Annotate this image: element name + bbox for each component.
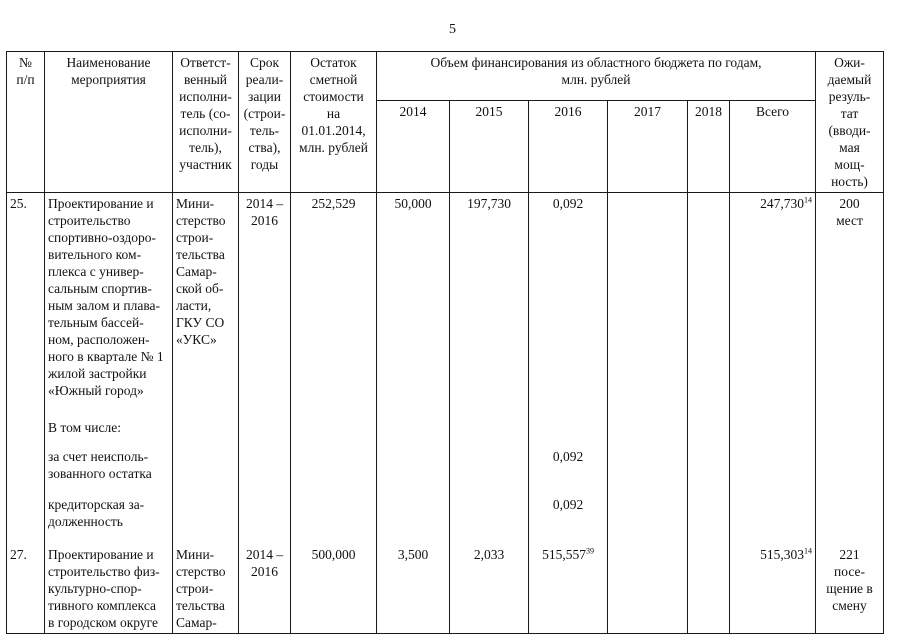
subrow-unused-label: за счет неисполь- зованного остатка xyxy=(45,438,173,484)
row-total: 247,730$^{14}$ xyxy=(730,193,816,402)
table-row xyxy=(7,484,884,532)
row-name: Проектирование и строительство спортивно-оздоро- вительного ком- плекса с универ- сальным спортив- ным залом и плава- тельным бассей- ном, расположен- ного в квартале № 1 жилой застройки «Южный город» xyxy=(45,193,173,402)
row27-2015: 2,033 xyxy=(450,544,529,634)
header-term: Срок реали- зации (строи- тель- ства), годы xyxy=(239,52,291,193)
header-year-2017: 2017 xyxy=(608,101,688,193)
subrow-including: В том числе: xyxy=(45,401,173,438)
row27-2016: 515,557$^{39}$ xyxy=(529,544,608,634)
row27-remainder: 500,000 xyxy=(291,544,377,634)
header-name: Наименование мероприятия xyxy=(45,52,173,193)
row27-total: 515,303$^{14}$ xyxy=(730,544,816,634)
footnote-mark: 14 xyxy=(804,546,812,556)
row27-term: 2014 – 2016 xyxy=(239,544,291,634)
row-2017 xyxy=(608,193,688,402)
row-result: 200 мест xyxy=(816,193,884,402)
row-num: 25. xyxy=(7,193,45,402)
row27-2018 xyxy=(688,544,730,634)
header-num: № п/п xyxy=(7,52,45,193)
row-executor: Мини- стерство строи- тельства Самар- ской об- ласти, ГКУ СО «УКС» xyxy=(173,193,239,402)
header-year-2014: 2014 xyxy=(377,101,450,193)
row27-2014: 3,500 xyxy=(377,544,450,634)
subrow-debt-2016: 0,092 xyxy=(529,484,608,532)
header-year-2015: 2015 xyxy=(450,101,529,193)
row27-num: 27. xyxy=(7,544,45,634)
page-number: 5 xyxy=(449,22,456,37)
row-2018 xyxy=(688,193,730,402)
table-row xyxy=(7,401,884,438)
row27-2017 xyxy=(608,544,688,634)
row-2016: 0,092 xyxy=(529,193,608,402)
row-remainder: 252,529 xyxy=(291,193,377,402)
table-row xyxy=(7,532,884,544)
subrow-debt-label: кредиторская за- долженность xyxy=(45,484,173,532)
row-2014: 50,000 xyxy=(377,193,450,402)
table-row xyxy=(7,438,884,484)
funding-table xyxy=(6,51,884,634)
footnote-mark: 39 xyxy=(585,546,594,556)
row27-name: Проектирование и строительство физ- культурно-спор- тивного комплекса в городском округе xyxy=(45,544,173,634)
header-funding: Объем финансирования из областного бюджета по годам, млн. рублей xyxy=(377,52,816,101)
header-year-2018: 2018 xyxy=(688,101,730,193)
row-term: 2014 – 2016 xyxy=(239,193,291,402)
header-remainder: Остаток сметной стоимости на 01.01.2014, млн. рублей xyxy=(291,52,377,193)
header-total: Всего xyxy=(730,101,816,193)
row27-executor: Мини- стерство строи- тельства Самар- xyxy=(173,544,239,634)
header-result: Ожи- даемый резуль- тат (вводи- мая мощ- ность) xyxy=(816,52,884,193)
subrow-unused-2016: 0,092 xyxy=(529,438,608,484)
header-year-2016: 2016 xyxy=(529,101,608,193)
footnote-mark: 14 xyxy=(804,195,812,205)
header-executor: Ответст- венный исполни- тель (со- исполни- тель), участник xyxy=(173,52,239,193)
table-row xyxy=(7,544,884,634)
table-row xyxy=(7,193,884,402)
row-2015: 197,730 xyxy=(450,193,529,402)
row27-result: 221 посе- щение в смену xyxy=(816,544,884,634)
